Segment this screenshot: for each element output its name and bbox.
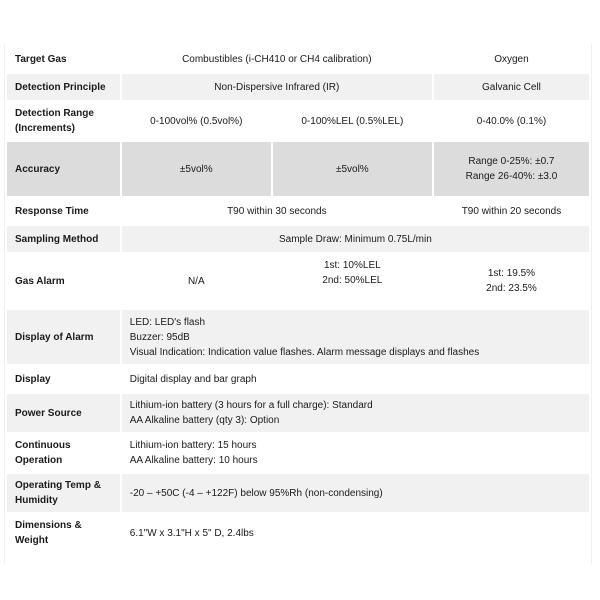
cell-text: T90 within 30 seconds (227, 205, 327, 217)
cell-oxygen (434, 142, 589, 196)
cell-text: 1st: 19.5% (487, 268, 536, 279)
cell-text: Range 26-40%: ±3.0 (465, 171, 558, 182)
row-detection-principle (7, 74, 589, 100)
cell-text: Oxygen (494, 53, 529, 65)
table-frame-right (591, 44, 592, 564)
row-label: Response Time (7, 198, 120, 224)
row-label: Detection Principle (7, 74, 120, 100)
cell-text: Combustibles (i-CH410 or CH4 calibration) (182, 53, 372, 65)
cell-vol (122, 142, 271, 196)
row-detection-range (7, 102, 589, 140)
cell-text: T90 within 20 seconds (461, 205, 562, 217)
cell-text: Digital display and bar graph (129, 373, 257, 385)
cell-text: Lithium-ion battery (3 hours for a full charge): Standard (129, 400, 373, 411)
cell-all (122, 226, 589, 252)
cell-text: 2nd: 23.5% (486, 283, 537, 294)
row-label: Detection Range (Increments) (7, 102, 120, 140)
cell-text: ±5vol% (179, 163, 213, 175)
row-gas-alarm (7, 254, 589, 308)
cell-oxygen (434, 198, 589, 224)
cell-vol (122, 102, 271, 140)
cell-oxygen (434, 254, 589, 308)
cell-lel (273, 142, 432, 196)
row-label: Power Source (7, 394, 120, 432)
cell-text: 0-100%LEL (0.5%LEL) (301, 115, 404, 127)
cell-text: AA Alkaline battery (qty 3): Option (129, 415, 280, 426)
cell-vol (122, 254, 271, 308)
row-label: Display (7, 366, 120, 392)
row-operating-temp (7, 474, 589, 512)
cell-text: N/A (187, 275, 205, 287)
cell-text: ±5vol% (335, 163, 369, 175)
row-accuracy (7, 142, 589, 196)
cell-combustibles (122, 198, 432, 224)
row-label: Gas Alarm (7, 254, 120, 308)
row-response-time (7, 198, 589, 224)
cell-text: 1st: 10%LEL (323, 260, 381, 271)
cell-text: Lithium-ion battery: 15 hours (129, 440, 257, 451)
cell-combustibles (122, 74, 432, 100)
row-label: Operating Temp & Humidity (7, 474, 120, 512)
cell-text: LED: LED's flash (129, 316, 206, 328)
row-target-gas (7, 46, 589, 72)
row-label: Target Gas (7, 46, 120, 72)
cell-all (122, 434, 589, 472)
cell-text: Range 0-25%: ±0.7 (468, 156, 555, 167)
cell-text: 0-40.0% (0.1%) (476, 115, 547, 127)
cell-oxygen (434, 102, 589, 140)
row-label: Continuous Operation (7, 434, 120, 472)
cell-all (122, 310, 589, 364)
cell-text: 6.1"W x 3.1"H x 5" D, 2.4lbs (129, 527, 254, 539)
row-power-source (7, 394, 589, 432)
cell-all (122, 514, 589, 552)
cell-lel (273, 102, 432, 140)
cell-text: Non-Dispersive Infrared (IR) (214, 81, 340, 93)
row-display (7, 366, 589, 392)
cell-text: Sample Draw: Minimum 0.75L/min (278, 233, 432, 245)
row-label: Dimensions & Weight (7, 514, 120, 552)
cell-combustibles (122, 46, 432, 72)
row-display-of-alarm (7, 310, 589, 364)
cell-text: -20 – +50C (-4 – +122F) below 95%Rh (non-condensing) (129, 487, 383, 499)
cell-text: 2nd: 50%LEL (322, 275, 383, 286)
cell-oxygen (434, 74, 589, 100)
row-sampling-method (7, 226, 589, 252)
cell-text: Galvanic Cell (481, 81, 541, 93)
row-label: Accuracy (7, 142, 120, 196)
cell-lel (273, 254, 432, 308)
cell-all (122, 394, 589, 432)
row-continuous-operation (7, 434, 589, 472)
spec-table (5, 44, 591, 554)
cell-all (122, 366, 589, 392)
cell-text: Buzzer: 95dB (129, 331, 190, 343)
cell-text: AA Alkaline battery: 10 hours (129, 455, 258, 466)
cell-all (122, 474, 589, 512)
cell-oxygen (434, 46, 589, 72)
row-label: Sampling Method (7, 226, 120, 252)
cell-text: 0-100vol% (0.5vol%) (150, 115, 243, 127)
cell-text: Visual Indication: Indication value flashes. Alarm message displays and flashes (129, 346, 480, 358)
row-label: Display of Alarm (7, 310, 120, 364)
row-dimensions-weight (7, 514, 589, 552)
